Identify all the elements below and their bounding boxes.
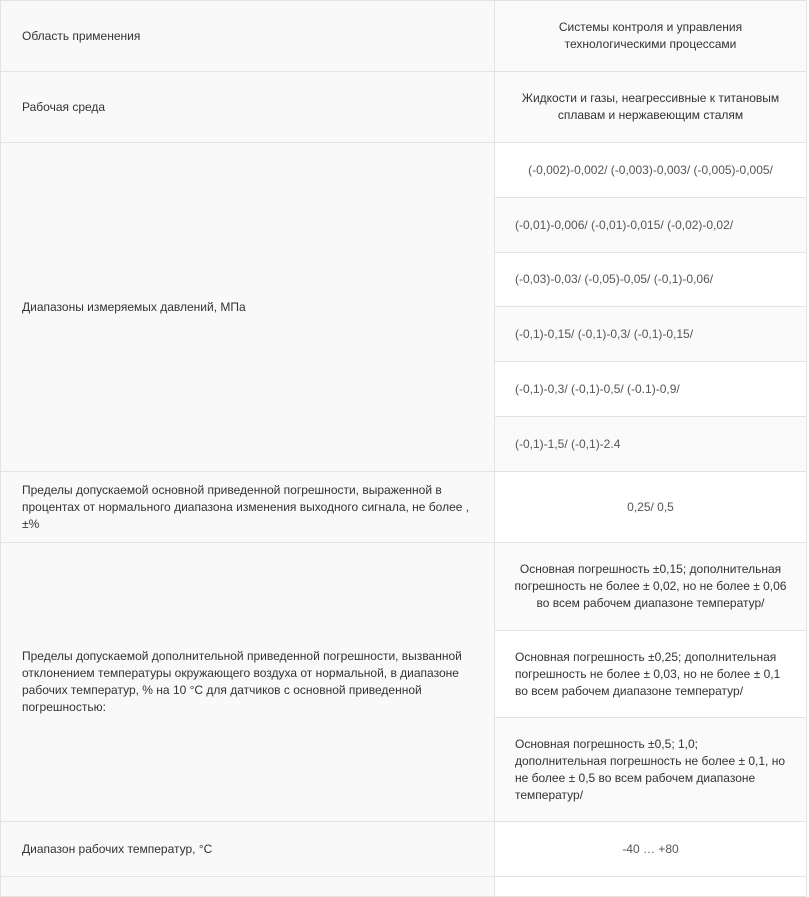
value-pressure-range: (-0,002)-0,002/ (-0,003)-0,003/ (-0,005)-0,005/	[495, 143, 807, 198]
table-row-application	[1, 1, 807, 72]
label-additional-error: Пределы допускаемой дополнительной приведенной погрешности, вызванной отклонением температуры окружающего воздуха от нормальной, в диапазоне рабочих температур, % на 10 °С для датчиков с основной приведенной погрешностью:	[1, 543, 495, 822]
value-additional-error: Основная погрешность ±0,5; 1,0; дополнительная погрешность не более ± 0,1, но не более ± 0,5 во всем рабочем диапазоне температур/	[495, 718, 807, 822]
value-pressure-range: (-0,1)-0,3/ (-0,1)-0,5/ (-0.1)-0,9/	[495, 362, 807, 417]
label-application: Область применения	[1, 1, 495, 72]
value-operating-temp: -40 … +80	[495, 822, 807, 877]
label-operating-temp: Диапазон рабочих температур, °С	[1, 822, 495, 877]
value-basic-error: 0,25/ 0,5	[495, 472, 807, 543]
value-application: Системы контроля и управления технологическими процессами	[495, 1, 807, 72]
table-row-operating-temp	[1, 822, 807, 877]
table-row-basic-error	[1, 472, 807, 543]
value-pressure-range: (-0,1)-1,5/ (-0,1)-2.4	[495, 417, 807, 472]
value-additional-error: Основная погрешность ±0,15; дополнительная погрешность не более ± 0,02, но не более ± 0,06 во всем рабочем диапазоне температур/	[495, 543, 807, 631]
value-additional-error: Основная погрешность ±0,25; дополнительная погрешность не более ± 0,03, но не более ± 0,1 во всем рабочем диапазоне температур/	[495, 631, 807, 718]
label-partial	[1, 877, 495, 897]
value-partial	[495, 877, 807, 897]
table-row-medium	[1, 72, 807, 143]
table-row-pressure-range	[1, 143, 807, 198]
label-basic-error: Пределы допускаемой основной приведенной погрешности, выраженной в процентах от нормального диапазона изменения выходного сигнала, не более , ±%	[1, 472, 495, 543]
value-pressure-range: (-0,03)-0,03/ (-0,05)-0,05/ (-0,1)-0,06/	[495, 253, 807, 307]
value-medium: Жидкости и газы, неагрессивные к титановым сплавам и нержавеющим сталям	[495, 72, 807, 143]
label-pressure-ranges: Диапазоны измеряемых давлений, МПа	[1, 143, 495, 472]
label-medium: Рабочая среда	[1, 72, 495, 143]
value-pressure-range: (-0,01)-0,006/ (-0,01)-0,015/ (-0,02)-0,02/	[495, 198, 807, 253]
table-row-partial	[1, 877, 807, 897]
table-row-additional-error	[1, 543, 807, 631]
value-pressure-range: (-0,1)-0,15/ (-0,1)-0,3/ (-0,1)-0,15/	[495, 307, 807, 362]
